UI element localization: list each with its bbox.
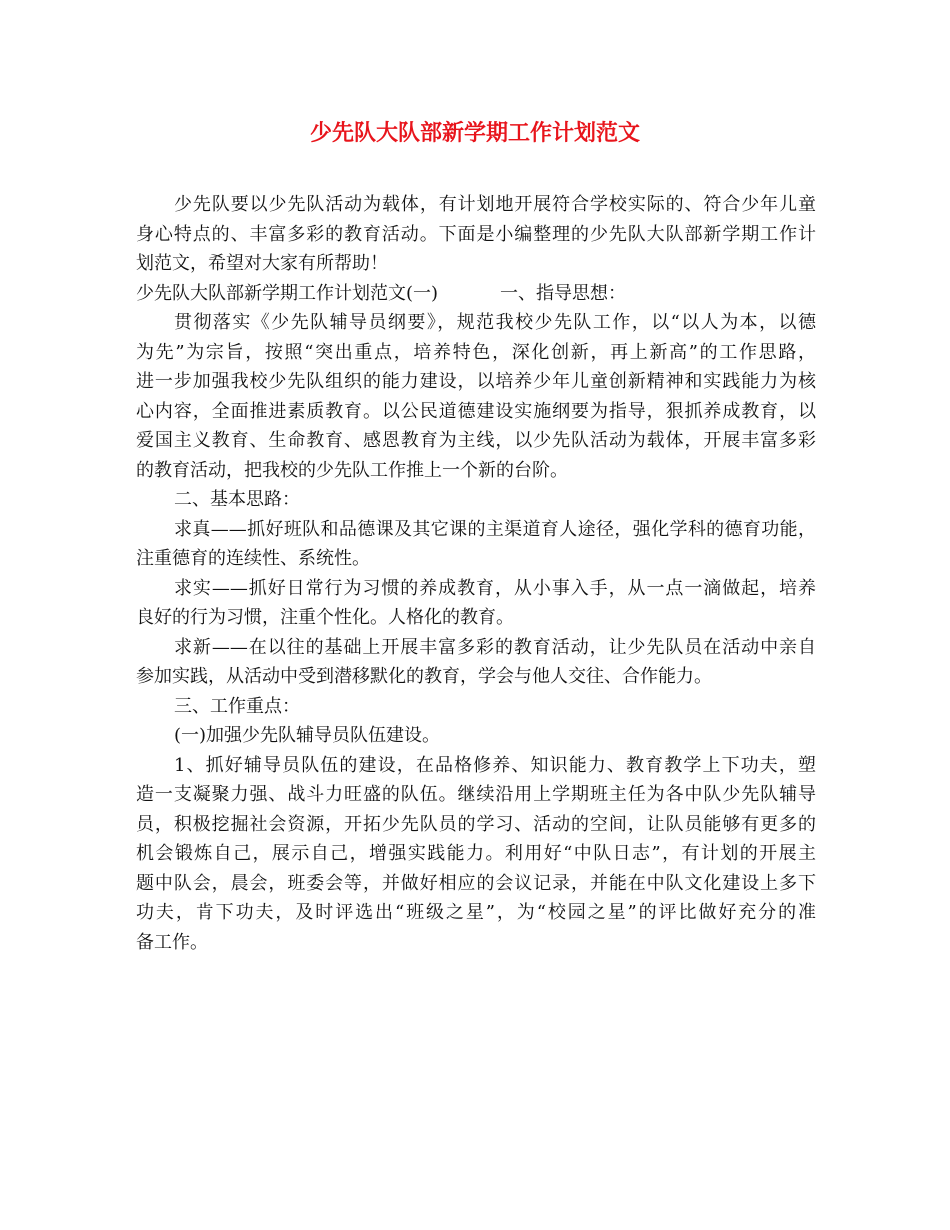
- paragraph-line: 备工作。: [136, 931, 208, 953]
- paragraph-line: 机会锻炼自己，展示自己，增强实践能力。利用好“中队日志”，有计划的开展主: [136, 843, 816, 864]
- paragraph-line: 身心特点的、丰富多彩的教育活动。下面是小编整理的少先队大队部新学期工作计: [136, 223, 816, 245]
- paragraph-line: 爱国主义教育、生命教育、感恩教育为主线，以少先队活动为载体，开展丰富多彩: [136, 430, 816, 451]
- paragraph-line: 题中队会，晨会，班委会等，并做好相应的会议记录，并能在中队文化建设上多下: [136, 872, 816, 894]
- paragraph-line: 良好的行为习惯，注重个性化。人格化的教育。: [136, 607, 514, 628]
- paragraph-line: 求实——抓好日常行为习惯的养成教育，从小事入手，从一点一滴做起，培养: [174, 577, 816, 599]
- paragraph-line: 造一支凝聚力强、战斗力旺盛的队伍。继续沿用上学期班主任为各中队少先队辅导: [136, 784, 816, 805]
- paragraph-line: 进一步加强我校少先队组织的能力建设，以培养少年儿童创新精神和实践能力为核: [136, 371, 816, 392]
- paragraph-line: 贯彻落实《少先队辅导员纲要》，规范我校少先队工作，以“以人为本，以德: [174, 312, 816, 333]
- paragraph-line: 划范文，希望对大家有所帮助！: [136, 253, 388, 274]
- heading-guiding-ideas: 一、指导思想：: [500, 282, 627, 304]
- paragraph-line: 心内容，全面推进素质教育。以公民道德建设实施纲要为指导，狠抓养成教育，以: [136, 400, 816, 422]
- paragraph-line: 功夫，肯下功夫，及时评选出“班级之星”，为“校园之星”的评比做好充分的准: [136, 902, 816, 923]
- paragraph-line: 少先队要以少先队活动为载体，有计划地开展符合学校实际的、符合少年儿童: [174, 194, 816, 215]
- paragraph-line: 注重德育的连续性、系统性。: [136, 548, 370, 569]
- paragraph-line: 的教育活动，把我校的少先队工作推上一个新的台阶。: [136, 459, 568, 481]
- subheading-line: (一)加强少先队辅导员队伍建设。: [174, 725, 441, 746]
- document-title: 少先队大队部新学期工作计划范文: [309, 120, 640, 146]
- heading-work-focus: 三、工作重点：: [174, 695, 300, 717]
- paragraph-line: 求新——在以往的基础上开展丰富多彩的教育活动，让少先队员在活动中亲自: [174, 636, 816, 658]
- paragraph-line: 员，积极挖掘社会资源，开拓少先队员的学习、活动的空间，让队员能够有更多的: [136, 813, 816, 835]
- section-heading-line: [136, 279, 816, 309]
- heading-basic-ideas: 二、基本思路：: [174, 489, 300, 510]
- paragraph-line: 1、抓好辅导员队伍的建设，在品格修养、知识能力、教育教学上下功夫，塑: [174, 754, 816, 776]
- paragraph-line: 为先”为宗旨，按照“突出重点，培养特色，深化创新，再上新高”的工作思路，: [136, 341, 816, 363]
- document-body: [136, 190, 816, 957]
- paragraph-line: 求真——抓好班队和品德课及其它课的主渠道育人途径，强化学科的德育功能，: [174, 518, 816, 540]
- subtitle-text: 少先队大队部新学期工作计划范文(一): [136, 282, 439, 304]
- paragraph-line: 参加实践，从活动中受到潜移默化的教育，学会与他人交往、合作能力。: [136, 666, 712, 687]
